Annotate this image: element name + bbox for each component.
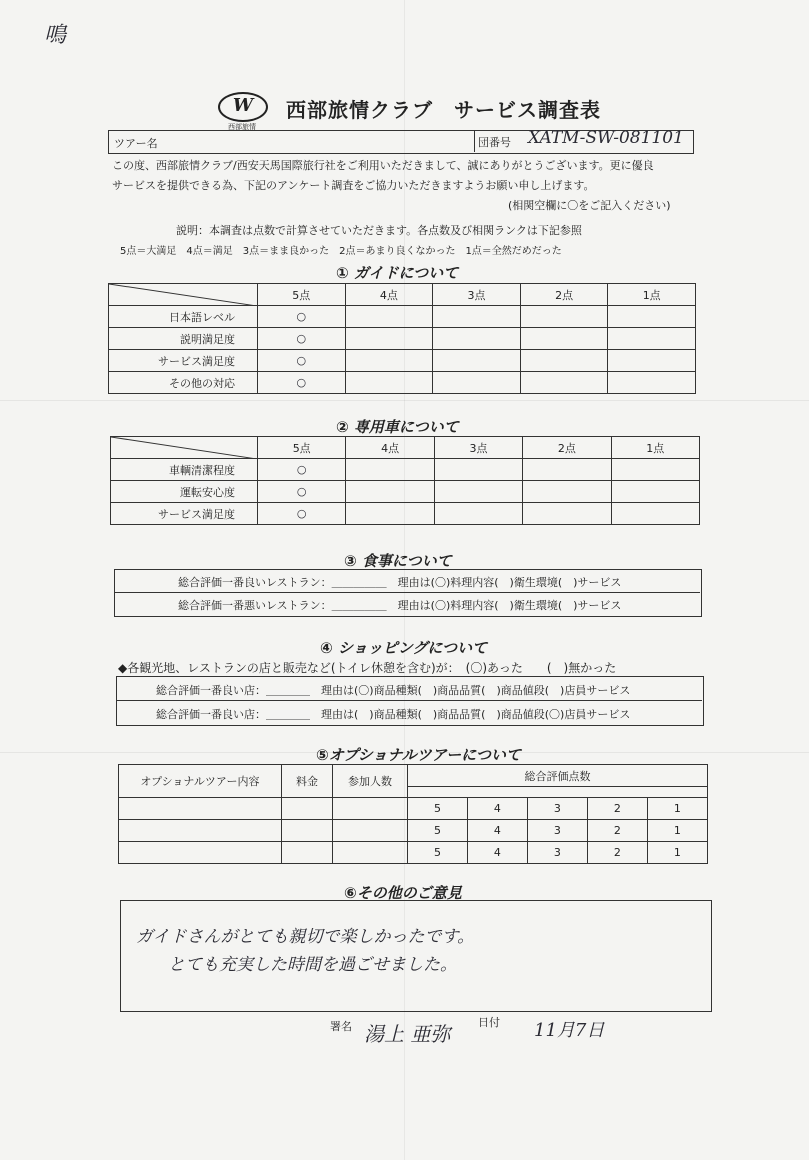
score-cell[interactable]: 1 (647, 820, 707, 842)
row-label: サービス満足度 (111, 503, 258, 525)
rating-cell[interactable] (346, 503, 434, 525)
table-row (109, 306, 696, 328)
rating-cell[interactable] (611, 481, 699, 503)
explanation-line-1: 説明：本調査は点数で計算させていただきます。各点数及び相関ランクは下記参照 (176, 224, 582, 237)
rating-cell[interactable] (345, 350, 433, 372)
rating-cell[interactable] (345, 372, 433, 394)
meal-section-title: ③ 食事について (344, 552, 452, 570)
shopping-best-shop-2: 総合評価一番良い店：＿＿＿＿ 理由は( )商品種類( )商品品質( )商品値段(〇)店員サービス (156, 708, 631, 721)
rating-cell[interactable] (434, 503, 522, 525)
divider (114, 592, 700, 593)
header-cell: 1点 (611, 437, 699, 459)
rating-cell[interactable] (608, 350, 696, 372)
people-cell[interactable] (333, 798, 408, 820)
rating-cell[interactable] (346, 481, 434, 503)
intro-line-1: この度、西部旅情クラブ/西安天馬国際旅行社をご利用いただきまして、誠にありがとうございます。更に優良 (112, 159, 654, 172)
rating-cell[interactable] (433, 328, 521, 350)
score-cell[interactable]: 4 (467, 820, 527, 842)
row-label: サービス満足度 (109, 350, 258, 372)
row-label: その他の対応 (109, 372, 258, 394)
rating-cell[interactable] (520, 350, 608, 372)
tour-name-label: ツアー名 (114, 137, 158, 150)
table-row (111, 481, 700, 503)
shopping-section-title: ④ ショッピングについて (320, 639, 488, 657)
table-row (109, 350, 696, 372)
people-cell[interactable] (333, 820, 408, 842)
score-cell[interactable]: 2 (587, 820, 647, 842)
rating-mark[interactable]: ○ (258, 306, 346, 328)
corner-handwritten-mark: 鳴 (44, 23, 67, 48)
rating-cell[interactable] (345, 328, 433, 350)
table-row (119, 820, 708, 842)
table-row (111, 503, 700, 525)
row-label: 車輌清潔程度 (111, 459, 258, 481)
score-cell[interactable]: 1 (647, 842, 707, 864)
guide-rating-table (108, 283, 696, 394)
rating-cell[interactable] (608, 372, 696, 394)
score-cell[interactable]: 5 (408, 842, 468, 864)
header-cell: 3点 (433, 284, 521, 306)
rating-cell[interactable] (520, 372, 608, 394)
comments-section-title: ⑥その他のご意見 (344, 884, 462, 902)
comment-line-2: とても充実した時間を過ごせました。 (168, 955, 457, 975)
rating-cell[interactable] (434, 481, 522, 503)
row-label: 運転安心度 (111, 481, 258, 503)
rating-mark[interactable]: ○ (258, 372, 346, 394)
intro-note: (相関空欄に〇をご記入ください) (508, 199, 671, 212)
table-corner-cell (111, 437, 258, 459)
fee-cell[interactable] (282, 842, 333, 864)
row-label: 説明満足度 (109, 328, 258, 350)
rating-cell[interactable] (433, 372, 521, 394)
page-title: 西部旅情クラブ サービス調査表 (286, 98, 601, 122)
rating-mark[interactable]: ○ (258, 328, 346, 350)
rating-cell[interactable] (523, 459, 611, 481)
rating-cell[interactable] (520, 328, 608, 350)
guide-section-title: ① ガイドについて (336, 264, 459, 282)
col-score-header: 総合評価点数 (408, 765, 708, 787)
score-cell[interactable]: 4 (467, 842, 527, 864)
score-cell[interactable]: 3 (527, 798, 587, 820)
rating-mark[interactable]: ○ (258, 350, 346, 372)
date-value: 11月7日 (534, 1020, 605, 1041)
col-people-header: 参加人数 (333, 765, 408, 798)
vehicle-rating-table (110, 436, 700, 525)
fee-cell[interactable] (282, 798, 333, 820)
divider (474, 130, 475, 152)
spacer-cell (408, 787, 708, 798)
score-cell[interactable]: 3 (527, 842, 587, 864)
optional-section-title: ⑤オプショナルツアーについて (316, 746, 521, 764)
group-no-value: XATM-SW-081101 (528, 128, 684, 148)
table-corner-cell (109, 284, 258, 306)
header-cell: 2点 (520, 284, 608, 306)
rating-cell[interactable] (523, 481, 611, 503)
row-label: 日本語レベル (109, 306, 258, 328)
col-content-header: オプショナルツアー内容 (119, 765, 282, 798)
tour-content-cell[interactable] (119, 798, 282, 820)
score-cell[interactable]: 1 (647, 798, 707, 820)
people-cell[interactable] (333, 842, 408, 864)
explanation-line-2: 5点＝大満足 4点＝満足 3点＝まま良かった 2点＝あまり良くなかった 1点＝全然だめだった (120, 246, 562, 257)
logo-caption: 西部旅情 (228, 123, 256, 131)
shopping-best-shop-1: 総合評価一番良い店：＿＿＿＿ 理由は(〇)商品種類( )商品品質( )商品値段( )店員サービス (156, 684, 631, 697)
score-cell[interactable]: 5 (408, 820, 468, 842)
score-cell[interactable]: 2 (587, 842, 647, 864)
fee-cell[interactable] (282, 820, 333, 842)
group-no-label: 団番号 (478, 136, 511, 149)
table-row (109, 372, 696, 394)
rating-cell[interactable] (608, 328, 696, 350)
divider (116, 700, 702, 701)
rating-cell[interactable] (520, 306, 608, 328)
score-cell[interactable]: 5 (408, 798, 468, 820)
table-row (109, 328, 696, 350)
rating-mark[interactable]: ○ (258, 459, 346, 481)
rating-cell[interactable] (346, 459, 434, 481)
signature-value: 湯上 亜弥 (364, 1022, 451, 1046)
header-cell: 1点 (608, 284, 696, 306)
score-cell[interactable]: 3 (527, 820, 587, 842)
rating-cell[interactable] (608, 306, 696, 328)
header-cell: 5点 (258, 437, 346, 459)
date-label: 日付 (478, 1016, 500, 1029)
header-cell: 2点 (523, 437, 611, 459)
meal-worst-restaurant: 総合評価一番悪いレストラン：＿＿＿＿＿ 理由は(〇)料理内容( )衛生環境( )サービス (178, 599, 622, 612)
rating-mark[interactable]: ○ (258, 503, 346, 525)
rating-cell[interactable] (523, 503, 611, 525)
tour-content-cell[interactable] (119, 842, 282, 864)
tour-content-cell[interactable] (119, 820, 282, 842)
comment-line-1: ガイドさんがとても親切で楽しかったです。 (136, 927, 475, 947)
shopping-question: ◆各観光地、レストランの店と販売など(トイレ休憩を含む)が： (〇)あった ( )無かった (118, 661, 617, 675)
rating-cell[interactable] (611, 503, 699, 525)
rating-cell[interactable] (433, 306, 521, 328)
header-cell: 5点 (258, 284, 346, 306)
col-fee-header: 料金 (282, 765, 333, 798)
rating-cell[interactable] (434, 459, 522, 481)
table-row (119, 798, 708, 820)
optional-tour-table (118, 764, 708, 864)
meal-best-restaurant: 総合評価一番良いレストラン：＿＿＿＿＿ 理由は(〇)料理内容( )衛生環境( )サービス (178, 576, 622, 589)
rating-cell[interactable] (611, 459, 699, 481)
header-cell: 3点 (434, 437, 522, 459)
logo-emblem: W (218, 92, 268, 122)
header-cell: 4点 (346, 437, 434, 459)
rating-cell[interactable] (433, 350, 521, 372)
intro-line-2: サービスを提供できる為、下記のアンケート調査をご協力いただきますようお願い申し上げます。 (112, 179, 595, 192)
company-logo (218, 92, 268, 132)
table-row (119, 842, 708, 864)
score-cell[interactable]: 4 (467, 798, 527, 820)
rating-mark[interactable]: ○ (258, 481, 346, 503)
header-cell: 4点 (345, 284, 433, 306)
signature-label: 署名 (330, 1020, 352, 1033)
score-cell[interactable]: 2 (587, 798, 647, 820)
vehicle-section-title: ② 専用車について (336, 418, 459, 436)
table-row (111, 459, 700, 481)
rating-cell[interactable] (345, 306, 433, 328)
